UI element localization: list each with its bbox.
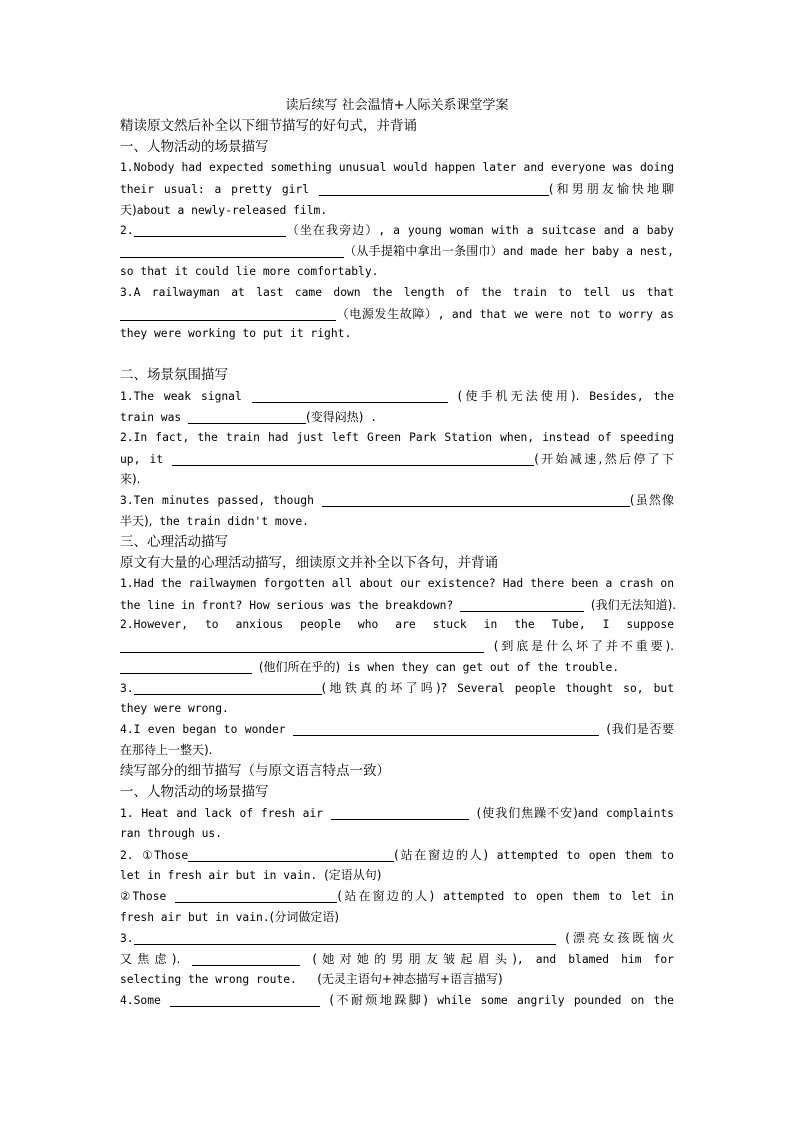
sentence-text: 1.Had the railwaymen forgotten all about our existence? Had there been a crash on [120, 576, 674, 590]
sentence-text: their usual: a pretty girl [120, 182, 310, 196]
sentence-text: about a newly-released film. [136, 203, 328, 217]
exercise-line [120, 407, 674, 428]
chinese-hint: 来). [120, 472, 141, 487]
chinese-hint: （电源发生故障） [336, 306, 438, 321]
answer-blank[interactable] [192, 952, 300, 966]
chinese-hint: (定语从句) [324, 868, 382, 883]
exercise-line [120, 949, 674, 970]
exercise-line [120, 304, 674, 325]
question-number: 2. [120, 224, 134, 238]
sentence-text: , and blamed him for [516, 952, 674, 966]
sentence-text: ran through us. [120, 826, 223, 840]
chinese-hint: (地铁真的坏了吗)? [321, 680, 448, 695]
sentence-text: attempted to open them to let in [443, 890, 674, 904]
sentence-text: selecting the wrong route. [120, 973, 297, 987]
exercise-line [120, 845, 674, 866]
chinese-hint: （从手提箱中拿出一条围巾） [344, 244, 503, 259]
sentence-text: 2.However, to anxious people who are stuck in the Tube, I suppose [120, 618, 674, 632]
sentence-text: train was [120, 410, 182, 424]
chinese-hint: (和男朋友愉快地聊 [548, 181, 674, 196]
sentence-text: 1.The weak signal [120, 390, 242, 404]
exercise-line [120, 719, 674, 740]
exercise-line [120, 469, 674, 490]
exercise-line [120, 678, 674, 699]
chinese-hint: (她对她的男朋友皱起眉头) [312, 951, 517, 966]
exercise-line [120, 262, 674, 283]
exercise-line [120, 490, 674, 511]
chinese-hint: (他们所在乎的) [258, 659, 341, 674]
page-title: 读后续写 社会温情+人际关系课堂学案 [285, 98, 509, 113]
sentence-text: the train didn't move. [159, 514, 309, 528]
answer-blank[interactable] [322, 493, 630, 507]
sentence-text: the line in front? How serious was the breakdown? [120, 598, 454, 612]
chinese-hint: 半天), [120, 513, 153, 528]
question-number: 3. [120, 931, 134, 945]
exercise-line [120, 574, 674, 595]
sentence-text: Besides, the [589, 390, 674, 404]
sentence-text: they were wrong. [120, 701, 229, 715]
sentence-text: 2. ①Those [120, 848, 189, 862]
answer-blank[interactable] [134, 931, 556, 945]
exercise-line [120, 449, 674, 470]
exercise-line [120, 699, 674, 720]
answer-blank[interactable] [172, 452, 534, 466]
answer-blank[interactable] [120, 639, 484, 653]
answer-blank[interactable] [134, 681, 322, 695]
sentence-text: . [370, 410, 378, 424]
exercise-line [120, 324, 674, 345]
sentence-text: let in fresh air but in vain. [120, 869, 318, 883]
chinese-hint: 天) [120, 202, 137, 217]
answer-blank[interactable] [188, 848, 394, 862]
exercise-line [120, 428, 674, 449]
chinese-hint: (我们是否要 [606, 722, 674, 737]
sentence-text: , and that we were not to worry as [437, 307, 674, 321]
section-instruction: 原文有大量的心理活动描写，细读原文并补全以下各句，并背诵 [120, 554, 498, 571]
exercise-line [120, 179, 674, 200]
answer-blank[interactable] [252, 389, 448, 403]
worksheet-page [120, 96, 677, 1011]
chinese-hint: (到底是什么坏了并不重要). [493, 639, 674, 654]
exercise-line [120, 803, 674, 824]
answer-blank[interactable] [120, 307, 336, 321]
answer-blank[interactable] [331, 806, 469, 820]
section-heading-3: 三、心理活动描写 [120, 533, 228, 550]
chinese-hint: (使手机无法使用). [457, 389, 580, 404]
exercise-line [120, 220, 674, 241]
part-two-section-heading-1: 一、人物活动的场景描写 [120, 783, 269, 800]
exercise-line [120, 657, 674, 678]
exercise-line [120, 636, 674, 657]
sentence-text: , a young woman with a suitcase and a baby [378, 224, 674, 238]
exercise-line [120, 886, 674, 907]
sentence-text: is when they can get out of the trouble. [347, 660, 620, 674]
sentence-text: Several people thought so, but [457, 681, 675, 695]
exercise-line [120, 511, 674, 532]
answer-blank[interactable] [175, 889, 337, 903]
intro-instruction: 精读原文然后补全以下细节描写的好句式，并背诵 [120, 118, 417, 134]
sentence-text: fresh air but in vain. [120, 910, 270, 924]
answer-blank[interactable] [188, 410, 306, 424]
chinese-hint: (变得闷热) [306, 409, 364, 424]
part-two-heading: 续写部分的细节描写（与原文语言特点一致） [120, 762, 390, 779]
answer-blank[interactable] [120, 244, 344, 258]
answer-blank[interactable] [120, 660, 252, 674]
exercise-line [120, 824, 674, 845]
sentence-text: 4.Some [120, 994, 161, 1008]
section-heading-1: 一、人物活动的场景描写 [120, 139, 269, 155]
exercise-line [120, 595, 677, 616]
chinese-hint: （坐在我旁边） [285, 223, 379, 238]
exercise-line [120, 990, 674, 1011]
sentence-text: 3.Ten minutes passed, though [120, 494, 314, 508]
answer-blank[interactable] [293, 722, 599, 736]
sentence-text: 2.In fact, the train had just left Green Park Station when, instead of speeding [120, 430, 674, 444]
sentence-text: ②Those [120, 890, 167, 904]
sentence-text: while some angrily pounded on the [437, 994, 674, 1008]
sentence-text: attempted to open them to [496, 848, 674, 862]
exercise-line [120, 928, 674, 949]
answer-blank[interactable] [134, 223, 286, 237]
chinese-hint: (漂亮女孩既恼火 [565, 930, 674, 945]
chinese-hint: (开始减速,然后停了下 [534, 451, 674, 466]
chinese-hint: (使我们焦躁不安) [476, 805, 578, 820]
exercise-line [120, 386, 674, 407]
chinese-hint: (分词做定语) [269, 909, 340, 924]
chinese-hint: (虽然像 [629, 493, 674, 508]
sentence-text: 1. Heat and lack of fresh air [120, 806, 324, 820]
question-number: 3. [120, 681, 134, 695]
exercise-line [120, 615, 674, 636]
sentence-text: 4.I even began to wonder [120, 723, 286, 737]
sentence-text: 3.A railwayman at last came down the length of the train to tell us that [120, 285, 674, 299]
exercise-line [120, 283, 674, 304]
chinese-hint: (站在窗边的人) [394, 847, 489, 862]
sentence-text: 1.Nobody had expected something unusual would happen later and everyone was doing [120, 161, 674, 174]
exercise-line [120, 241, 674, 262]
exercise-line [120, 158, 674, 179]
answer-blank[interactable] [170, 993, 320, 1007]
sentence-text: they were working to put it right. [120, 327, 352, 341]
chinese-hint: 又焦虑). [120, 951, 181, 966]
sentence-text: and complaints [577, 806, 674, 820]
answer-blank[interactable] [460, 598, 584, 612]
chinese-hint: (我们无法知道). [590, 597, 677, 612]
section-heading-2: 二、场景氛围描写 [120, 367, 228, 384]
chinese-hint: (无灵主语句+神态描写+语言描写) [317, 972, 503, 987]
exercise-line [120, 200, 674, 221]
exercise-line [120, 969, 674, 990]
sentence-text: up, it [120, 452, 164, 466]
exercise-line [120, 907, 674, 928]
chinese-hint: (不耐烦地跺脚) [329, 993, 428, 1008]
answer-blank[interactable] [319, 182, 549, 196]
exercise-line [120, 740, 674, 761]
chinese-hint: (站在窗边的人) [337, 889, 435, 904]
sentence-text: so that it could lie more comfortably. [120, 264, 379, 278]
chinese-hint: 在那待上一整天). [120, 743, 213, 758]
exercise-line [120, 865, 674, 886]
sentence-text: and made her baby a nest, [502, 245, 674, 259]
